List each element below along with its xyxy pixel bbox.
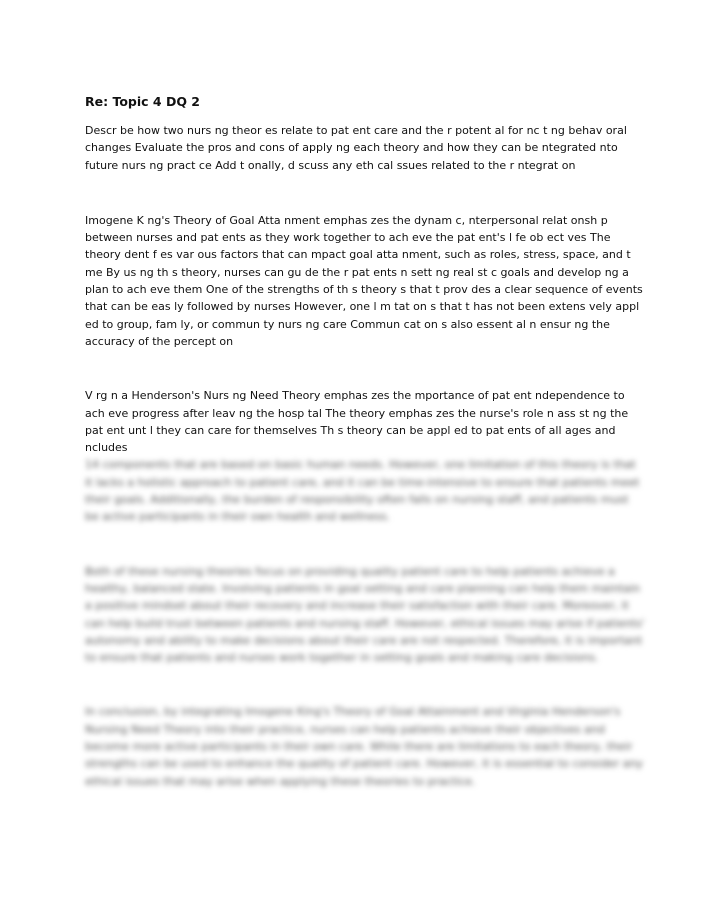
spacer bbox=[85, 174, 645, 212]
spacer bbox=[85, 526, 645, 563]
paragraph-henderson-theory bbox=[85, 387, 645, 456]
paragraph-king-theory: Imogene K ng's Theory of Goal Atta nment emphas zes the dynam c, nterpersonal relat onsh p between nurses and pat ents as they work together to ach eve the pat ent's l fe ob ect ves The theory dent f es var ous factors that can mpact goal atta nment, such as roles, stress, space, and t me By us ng th s theory, nurses can gu de the r pat ents n sett ng real st c goals and develop ng a plan to ach eve them One of the strengths of th s theory s that t prov des a clear sequence of events that can be eas ly followed by nurses However, one l m tat on s that t has not been extens vely appl ed to group, fam ly, or commun ty nurs ng care Commun cat on s also essent al n ensur ng the accuracy of the percept on bbox=[85, 213, 643, 348]
spacer bbox=[85, 666, 645, 703]
discussion-prompt: Descr be how two nurs ng theor es relate to pat ent care and the r potent al for nc t ng behav oral changes Evaluate the pros and cons of apply ng each theory and how they can be ntegrated nto future nurs ng pract ce Add t onally, d scuss any eth cal ssues related to the r ntegrat on bbox=[85, 124, 627, 172]
paragraph-both-theories: Both of these nursing theories focus on providing quality patient care to help patients achieve a healthy, balanced state. Involving patients in goal setting and care planning can help them maintain a positive mindset about their recovery and increase their satisfaction with their care. Moreover, it can help build trust between patients and nursing staff. However, ethical issues may arise if patients' autonomy and ability to make decisions about their care are not respected. Therefore, it is important to ensure that patients and nurses work together in setting goals and making care decisions. bbox=[85, 564, 645, 665]
spacer bbox=[85, 350, 645, 387]
paragraph-henderson-blurred-text: 14 components that are based on basic human needs. However, one limitation of this theory is that it lacks a holistic approach to patient care, and it can be time-intensive to ensure that patients meet their goals. Additionally, the burden of responsibility often falls on nursing staff, and patients must be active participants in their own health and wellness. bbox=[85, 458, 640, 524]
document-content bbox=[85, 94, 645, 790]
post-title: Re: Topic 4 DQ 2 bbox=[85, 94, 201, 109]
paragraph-henderson-visible-text: V rg n a Henderson's Nurs ng Need Theory emphas zes the mportance of pat ent ndependence to ach eve progress after leav ng the hosp tal The theory emphas zes the nurse's role n ass st ng the pat ent unt l they can care for themselves Th s theory can be appl ed to pat ents of all ages and ncludes bbox=[85, 389, 629, 455]
paragraph-conclusion: In conclusion, by integrating Imogene King's Theory of Goal Attainment and Virginia Henderson's Nursing Need Theory into their practice, nurses can help patients achieve their objectives and become more active participants in their own care. While there are limitations to each theory, their strengths can be used to enhance the quality of patient care. However, it is essential to consider any ethical issues that may arise when applying these theories to practice. bbox=[85, 705, 643, 788]
